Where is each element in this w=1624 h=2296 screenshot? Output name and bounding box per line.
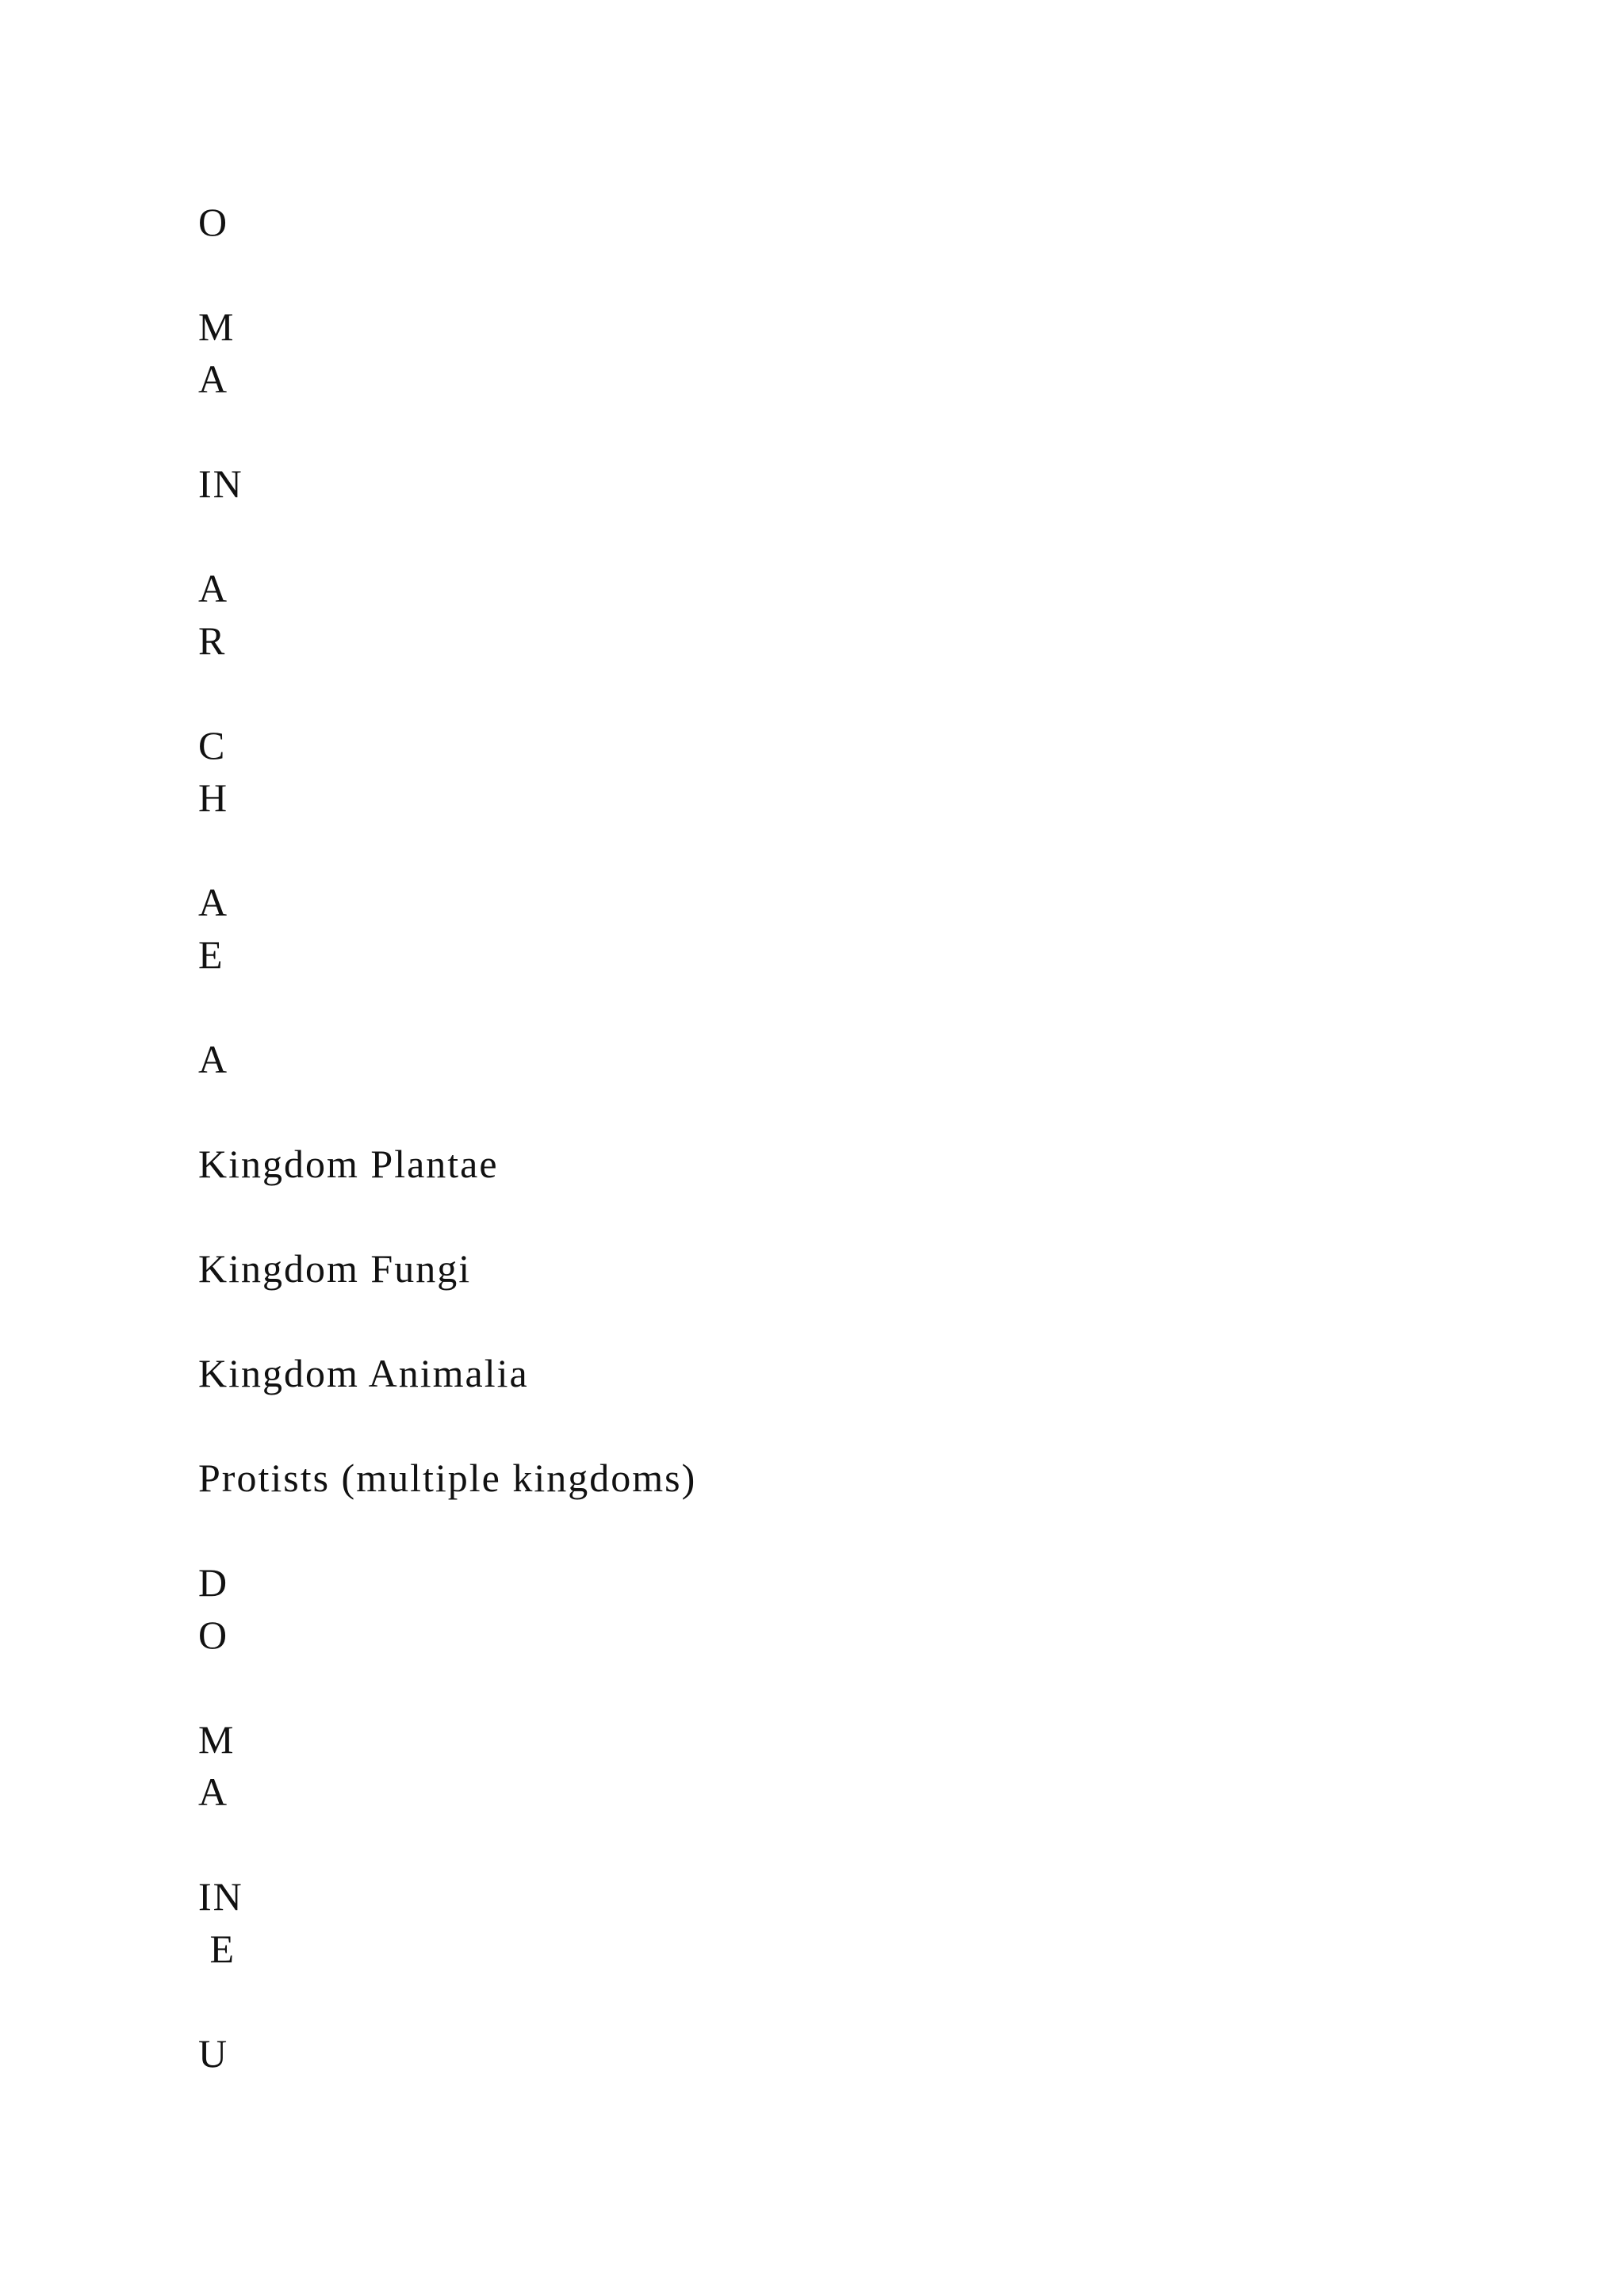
text-line: M xyxy=(198,1717,236,1762)
text-line: A xyxy=(198,357,229,401)
text-line: A xyxy=(198,1037,229,1081)
text-line: C xyxy=(198,723,227,767)
text-line: IN xyxy=(198,461,243,506)
text-line: O xyxy=(198,200,229,244)
protists-label: Protists (multiple kingdoms) xyxy=(198,1456,697,1500)
text-line: U xyxy=(198,2031,229,2076)
kingdom-plantae-label: Kingdom Plantae xyxy=(198,1142,499,1186)
text-line: A xyxy=(198,1770,229,1814)
kingdom-fungi-label: Kingdom Fungi xyxy=(198,1246,472,1291)
text-line: R xyxy=(198,618,227,663)
text-line: A xyxy=(198,880,229,924)
text-line: H xyxy=(198,775,229,820)
text-line: IN xyxy=(198,1874,243,1919)
text-line: E xyxy=(198,1927,236,1971)
text-line: O xyxy=(198,1613,229,1657)
text-line: E xyxy=(198,932,224,977)
text-line: D xyxy=(198,1560,229,1605)
text-line: M xyxy=(198,304,236,349)
kingdom-animalia-label: Kingdom Animalia xyxy=(198,1351,529,1395)
text-line: A xyxy=(198,566,229,610)
